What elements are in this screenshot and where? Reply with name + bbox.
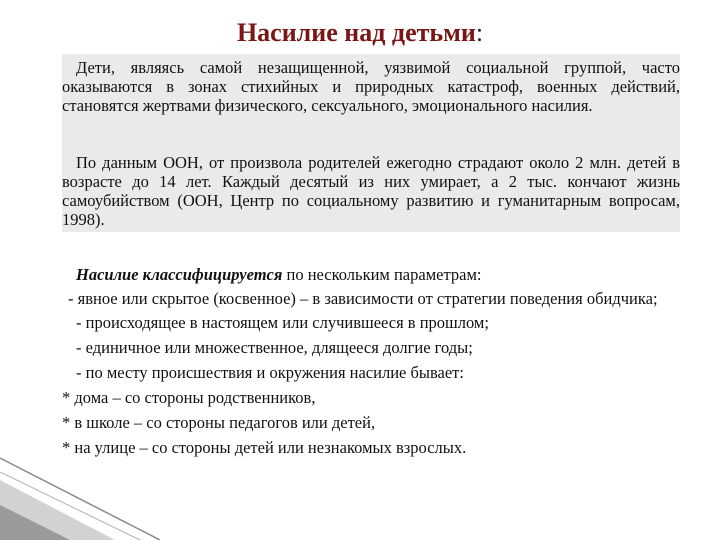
paragraph-un-statistics: По данным ООН, от произвола родителей ежегодно страдают около 2 млн. детей в возрасте до 14 лет. Каждый десятый из них умирает, а 2 тыс. кончают жизнь самоубийством (ООН, Центр по социальному развитию и гуманитарным вопросам, 1998). — [62, 153, 680, 229]
classification-list — [62, 288, 680, 460]
sub-list-item: * дома – со стороны родственников, — [62, 388, 316, 407]
sub-list-item: * на улице – со стороны детей или незнакомых взрослых. — [62, 438, 467, 457]
slide-title-text: Насилие над детьми — [236, 18, 476, 47]
classification-emphasis: Насилие классифицируется — [76, 265, 283, 284]
classification-intro-rest: по нескольким параметрам: — [282, 265, 482, 284]
list-item: - происходящее в настоящем или случившееся в прошлом; — [76, 313, 489, 332]
list-item: - единичное или множественное, длящееся долгие годы; — [76, 338, 473, 357]
paragraph-classification-intro — [62, 265, 680, 284]
slide-title — [0, 16, 720, 50]
list-item: - по месту происшествия и окружения насилие бывает: — [76, 363, 464, 382]
paragraph-children-vulnerable: Дети, являясь самой незащищенной, уязвимой социальной группой, часто оказываются в зонах стихийных и природных катастроф, военных действий, становятся жертвами физического, сексуального, эмоционального насилия. — [62, 58, 680, 115]
list-item: - явное или скрытое (косвенное) – в зависимости от стратегии поведения обидчика; — [68, 289, 658, 308]
slide-content — [62, 54, 680, 457]
corner-decoration — [0, 450, 160, 540]
slide-title-colon: : — [475, 18, 484, 47]
sub-list-item: * в школе – со стороны педагогов или детей, — [62, 413, 376, 432]
